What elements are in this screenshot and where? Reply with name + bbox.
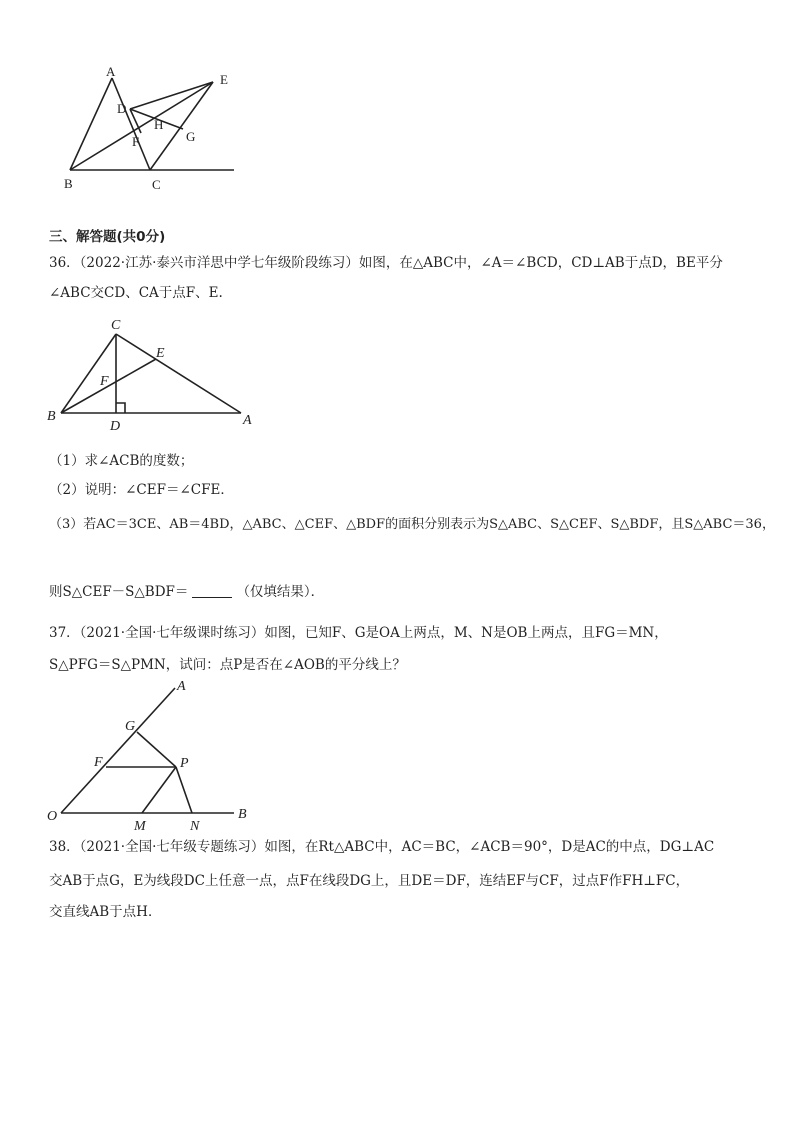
label-c: C [152, 177, 161, 192]
label-e: E [156, 346, 165, 361]
label-d: D [117, 101, 127, 116]
label-g: G [125, 719, 136, 734]
segment-be [70, 82, 213, 170]
label-f: F [132, 134, 140, 149]
section-title: 三、解答题(共0分) [49, 229, 166, 245]
label-m: M [134, 819, 146, 834]
q36-part3-cont-pre: 则S△CEF－S△BDF＝ [49, 584, 189, 600]
label-o: O [47, 809, 58, 824]
q38-line2: 交AB于点G，E为线段DC上任意一点，点F在线段DG上，且DE＝DF，连结EF与CF，过点F作FH⊥FC， [49, 873, 690, 889]
segment-de [130, 82, 213, 109]
label-a: A [106, 64, 116, 79]
label-a: A [177, 679, 186, 694]
q37-line2: S△PFG＝S△PMN，试问：点P是否在∠AOB的平分线上？ [49, 657, 406, 673]
figure-q37 [0, 670, 800, 840]
segment-mp [142, 767, 176, 813]
label-b: B [64, 176, 73, 191]
label-b: B [47, 409, 56, 424]
q36-line2: ∠ABC交CD、CA于点F、E. [49, 285, 223, 301]
q36-part3: （3）若AC＝3CE、AB＝4BD，△ABC、△CEF、△BDF的面积分别表示为S△ABC、S△CEF、S△BDF，且S△ABC＝36， [49, 517, 775, 532]
q36-part1: （1）求∠ACB的度数； [49, 453, 194, 469]
q37-line1: 37．（2021·全国·七年级课时练习）如图，已知F、G是OA上两点，M、N是OB上两点，且FG＝MN， [49, 625, 668, 641]
label-g: G [186, 129, 196, 144]
segment-ca [116, 334, 241, 413]
label-n: N [190, 819, 200, 834]
label-e: E [220, 72, 228, 87]
q38-line1: 38．（2021·全国·七年级专题练习）如图，在Rt△ABC中，AC＝BC，∠ACB＝90°，D是AC的中点，DG⊥AC [49, 839, 715, 855]
label-c: C [111, 318, 121, 333]
q36-line1: 36．（2022·江苏·泰兴市洋思中学七年级阶段练习）如图，在△ABC中，∠A＝∠BCD，CD⊥AB于点D，BE平分 [49, 255, 723, 271]
q38-line3: 交直线AB于点H． [49, 904, 162, 920]
label-p: P [180, 756, 189, 771]
label-a: A [243, 413, 252, 428]
segment-np [176, 767, 192, 813]
answer-blank[interactable] [192, 597, 232, 598]
label-d: D [110, 419, 121, 434]
label-h: H [154, 117, 164, 132]
q36-part3-cont [49, 583, 324, 601]
q36-part3-cont-post: （仅填结果）． [236, 584, 325, 600]
q36-part2: （2）说明：∠CEF＝∠CFE． [49, 482, 234, 498]
figure-q36 [0, 300, 800, 440]
segment-gp [137, 732, 176, 767]
figure-q35 [0, 0, 800, 200]
right-angle-mark [116, 403, 125, 413]
label-f: F [94, 755, 103, 770]
label-f: F [100, 374, 109, 389]
label-b: B [238, 807, 247, 822]
